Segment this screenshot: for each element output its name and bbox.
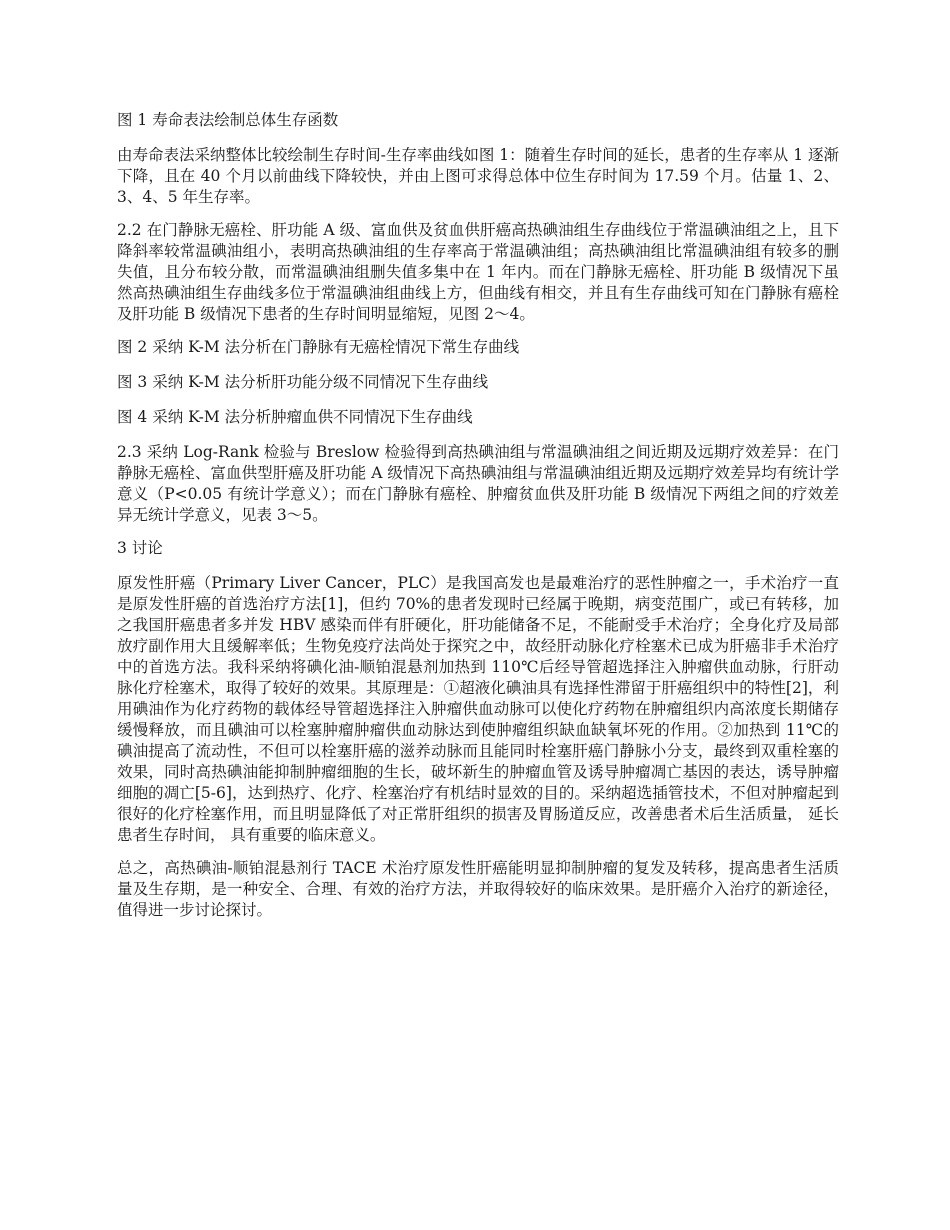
figure-3-caption: 图 3 采纳 K-M 法分析肝功能分级不同情况下生存曲线 [117,373,489,391]
paragraph-life-table: 由寿命表法采纳整体比较绘制生存时间-生存率曲线如图 1：随着生存时间的延长，患者的生存率从 1 逐渐下降，且在 40 个月以前曲线下降较快，并由上图可求得总体中位生存时间为 17.59 个月。估量 1、2、3、4、5 年生存率。 [117,146,839,206]
figure-1-caption: 图 1 寿命表法绘制总体生存函数 [117,111,339,129]
figure-2-caption: 图 2 采纳 K-M 法分析在门静脉有无癌栓情况下常生存曲线 [117,338,520,356]
figure-4-caption: 图 4 采纳 K-M 法分析肿瘤血供不同情况下生存曲线 [117,408,473,426]
section-heading-discussion: 3 讨论 [117,539,163,557]
paragraph-conclusion: 总之，高热碘油-顺铂混悬剂行 TACE 术治疗原发性肝癌能明显抑制肿瘤的复发及转移，提高患者生活质量及生存期，是一种安全、合理、有效的治疗方法，并取得较好的临床效果。是肝癌介入治疗的新途径，值得进一步讨论探讨。 [117,859,839,919]
document-body [117,110,839,933]
paragraph-section-2-3: 2.3 采纳 Log-Rank 检验与 Breslow 检验得到高热碘油组与常温碘油组之间近期及远期疗效差异：在门静脉无癌栓、富血供型肝癌及肝功能 A 级情况下高热碘油组与常温碘油组近期及远期疗效差异均有统计学意义（P<0.05 有统计学意义）；而在门静脉有癌栓、肿瘤贫血供及肝功能 B 级情况下两组之间的疗效差异无统计学意义，见表 3～5。 [117,443,839,524]
paragraph-discussion: 原发性肝癌（Primary Liver Cancer，PLC）是我国高发也是最难治疗的恶性肿瘤之一，手术治疗一直是原发性肝癌的首选治疗方法[1]，但约 70%的患者发现时已经属于晚期，病变范围广，或已有转移，加之我国肝癌患者多并发 HBV 感染而伴有肝硬化，肝功能储备不足，不能耐受手术治疗；全身化疗及局部放疗副作用大且缓解率低；生物免疫疗法尚处于探究之中，故经肝动脉化疗栓塞术已成为肝癌非手术治疗中的首选方法。我科采纳将碘化油-顺铂混悬剂加热到 110℃后经导管超选择注入肿瘤供血动脉，行肝动脉化疗栓塞术，取得了较好的效果。其原理是：①超液化碘油具有选择性滞留于肝癌组织中的特性[2]，利用碘油作为化疗药物的载体经导管超选择注入肿瘤供血动脉可以使化疗药物在肿瘤组织内高浓度长期储存缓慢释放，而且碘油可以栓塞肿瘤肿瘤供血动脉达到使肿瘤组织缺血缺氧坏死的作用。②加热到 11℃的碘油提高了流动性，不但可以栓塞肝癌的滋养动脉而且能同时栓塞肝癌门静脉小分支，最终到双重栓塞的效果，同时高热碘油能抑制肿瘤细胞的生长，破坏新生的肿瘤血管及诱导肿瘤凋亡基因的表达，诱导肿瘤细胞的凋亡[5-6]，达到热疗、化疗、栓塞治疗有机结时显效的目的。采纳超选插管技术，不但对肿瘤起到很好的化疗栓塞作用，而且明显降低了对正常肝组织的损害及胃肠道反应，改善患者术后生活质量， 延长患者生存时间， 具有重要的临床意义。 [117,574,839,844]
paragraph-section-2-2: 2.2 在门静脉无癌栓、肝功能 A 级、富血供及贫血供肝癌高热碘油组生存曲线位于常温碘油组之上，且下降斜率较常温碘油组小，表明高热碘油组的生存率高于常温碘油组；高热碘油组比常温碘油组有较多的删失值，且分布较分散，而常温碘油组删失值多集中在 1 年内。而在门静脉无癌栓、肝功能 B 级情况下虽然高热碘油组生存曲线多位于常温碘油组曲线上方，但曲线有相交，并且有生存曲线可知在门静脉有癌栓及肝功能 B 级情况下患者的生存时间明显缩短，见图 2～4。 [117,221,839,323]
